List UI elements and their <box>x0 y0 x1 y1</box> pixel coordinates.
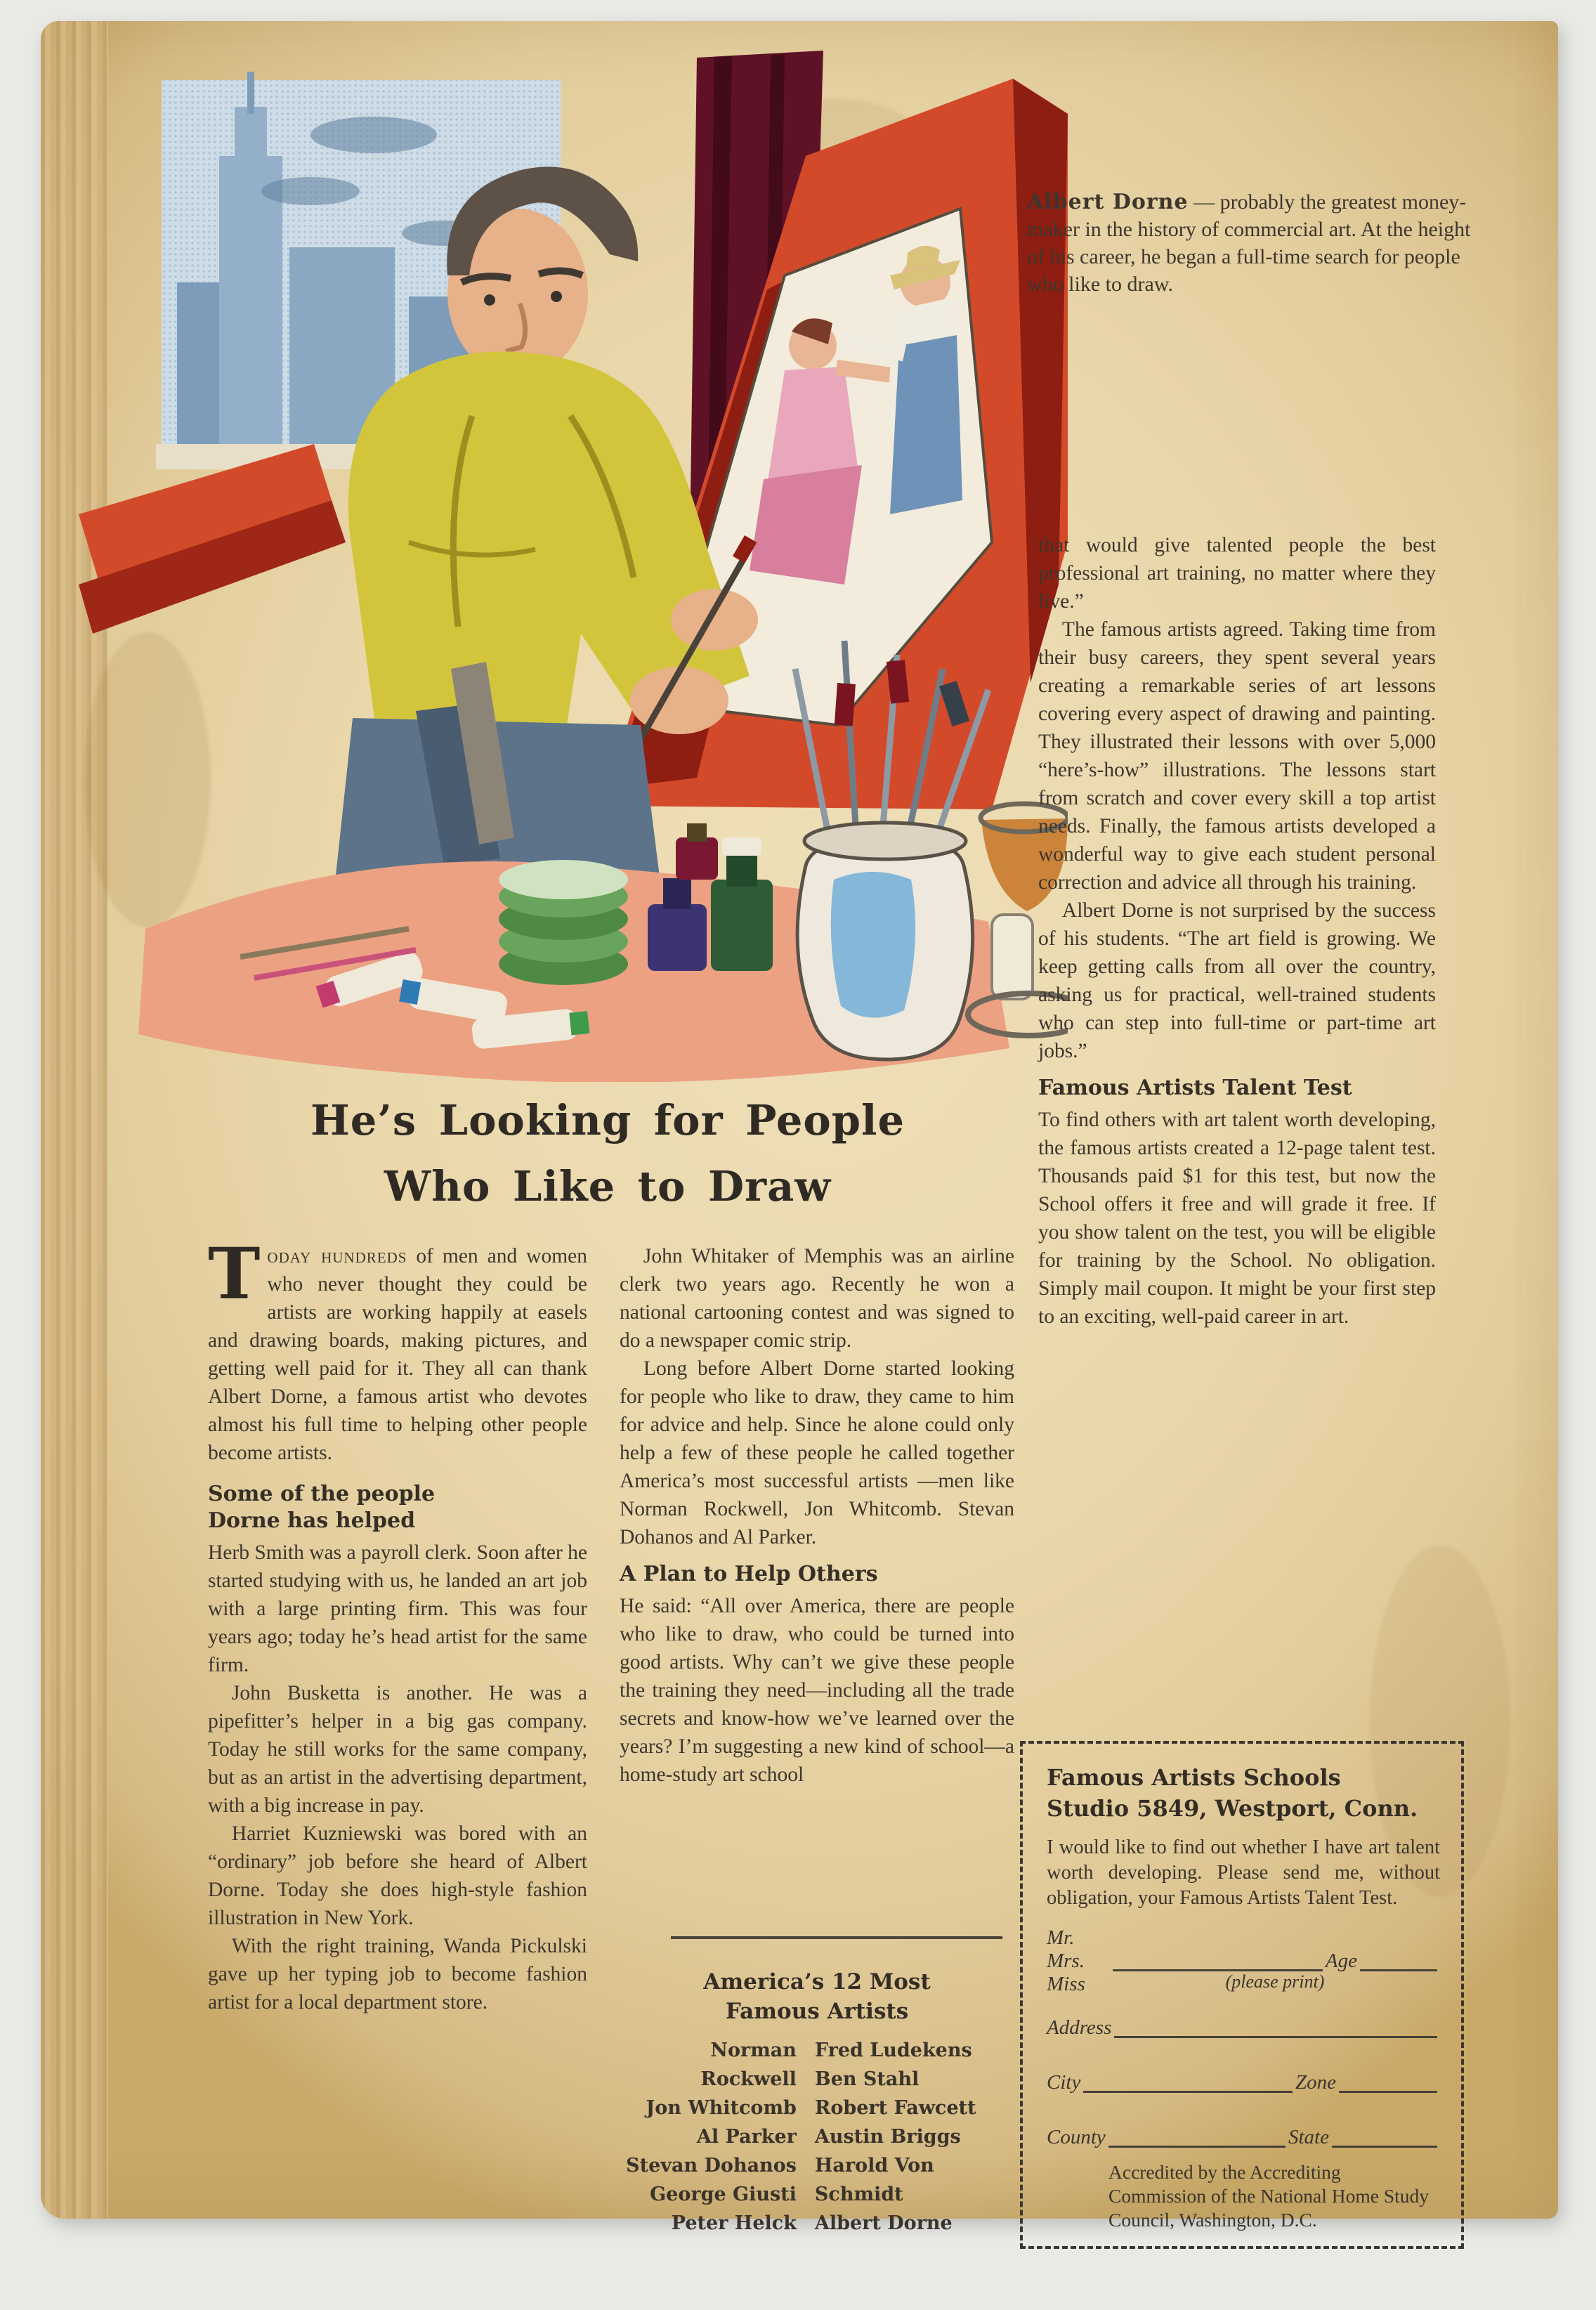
illustration-artist-at-easel <box>79 51 1068 1082</box>
fa-title-line2: Famous Artists <box>725 1999 909 2024</box>
paragraph: John Busketta is another. He was a pipefitter’s helper in a big gas company. Today he still works for the same company, but as an artist in the advertising department, with a big increase in pay. <box>208 1682 587 1817</box>
paragraph: John Whitaker of Memphis was an airline clerk two years ago. Recently he won a national cartooning contest and was signed to do a newspaper comic strip. <box>620 1245 1014 1352</box>
county-label: County <box>1047 2126 1106 2148</box>
mail-coupon <box>1020 1741 1464 2249</box>
paragraph-text: of men and women who never thought they could be artists are working happily at easels and drawing boards, making pictures, and getting well paid for it. They all can thank Albert Dorne, a famous artist who devotes almost his full time to helping other people become artists. <box>208 1245 587 1464</box>
address-row <box>1047 1996 1440 2038</box>
artist-name: Stevan Dohanos <box>626 2155 797 2177</box>
artist-name: Robert Fawcett <box>814 2097 976 2119</box>
paint-tins <box>499 860 628 985</box>
please-print-note: (please print) <box>1225 1971 1325 1992</box>
paragraph: The famous artists agreed. Taking time from their busy careers, they spent several years creating a remarkable series of art lessons covering every aspect of drawing and painting. They illustrated their lessons with over 5,000 “here’s-how” illustrations. The lessons start from scratch and cover every skill a top artist needs. Finally, the famous artists developed a wonderful way to give each student personal correction and advice all through his training. <box>1038 618 1436 894</box>
right-column <box>1038 531 1436 1331</box>
famous-artists-title <box>620 1967 1014 2026</box>
artist-hand <box>671 589 758 651</box>
paragraph: that would give talented people the best professional art training, no matter where they live.” <box>1038 534 1436 613</box>
coupon-org <box>1047 1762 1440 1824</box>
zone-label: Zone <box>1295 2071 1336 2094</box>
coupon-org-line1: Famous Artists Schools <box>1047 1764 1341 1791</box>
salutation-miss: Miss <box>1047 1973 1085 1995</box>
fa-names-right <box>815 2036 1014 2238</box>
salutation-labels <box>1047 1926 1110 1996</box>
zone-field <box>1339 2091 1437 2093</box>
intro-lead-name: Albert Dorne <box>1027 190 1189 214</box>
paragraph: With the right training, Wanda Pickulski gave up her typing job to become fashion artist for a local department store. <box>208 1935 587 2014</box>
paragraph: Herb Smith was a payroll clerk. Soon after he started studying with us, he landed an art job with a large printing firm. This was four years ago; today he’s head artist for the same firm. <box>208 1541 587 1676</box>
paragraph: Albert Dorne is not surprised by the success of his students. “The art field is growing. We keep getting calls from all over the country, asking us for practical, well-trained students who can step into full-time or part-time art jobs.” <box>1038 899 1436 1062</box>
city-label: City <box>1047 2071 1081 2094</box>
left-column <box>208 1232 587 2016</box>
headline-line1: He’s Looking for People <box>310 1096 905 1144</box>
age-label: Age <box>1325 1950 1357 1972</box>
fa-names-left <box>620 2036 797 2238</box>
artist-name: Jon Whitcomb <box>646 2097 797 2119</box>
artist-name: Peter Helck <box>671 2212 797 2234</box>
drop-cap: T <box>208 1232 261 1315</box>
headline-line2: Who Like to Draw <box>384 1162 832 1211</box>
paragraph <box>208 1232 587 1467</box>
county-row <box>1047 2093 1440 2148</box>
subhead-talent-test: Famous Artists Talent Test <box>1038 1076 1352 1100</box>
city-row <box>1047 2038 1440 2093</box>
age-field <box>1360 1969 1437 1971</box>
artist-name: George Giusti <box>650 2184 797 2205</box>
artist-name: Harold Von Schmidt <box>814 2155 934 2205</box>
artist-name: Fred Ludekens <box>814 2040 972 2061</box>
accreditation-note: Accredited by the Accrediting Commission of the National Home Study Council, Washington, D.C. <box>1108 2161 1430 2231</box>
artist-name: Norman Rockwell <box>700 2040 797 2090</box>
artist-name: Austin Briggs <box>814 2126 961 2148</box>
fa-title-line1: America’s 12 Most <box>703 1969 931 1995</box>
state-field <box>1332 2146 1437 2148</box>
intro-lead-rest: — probably the greatest money-maker in the history of commercial art. At the height of his career, he began a full-time search for people who like to draw. <box>1027 190 1471 296</box>
salutation-mr: Mr. <box>1047 1926 1075 1949</box>
headline <box>193 1088 1022 1220</box>
intro-caption <box>1027 188 1474 298</box>
middle-column <box>620 1242 1014 1789</box>
lead-smallcaps: oday hundreds <box>267 1245 407 1267</box>
city-field <box>1083 2091 1293 2093</box>
address-field <box>1114 2036 1437 2038</box>
coupon-form <box>1047 1926 1440 2232</box>
subhead-line2: Dorne has helped <box>208 1508 416 1533</box>
artist-head <box>447 167 638 381</box>
paragraph: Harriet Kuzniewski was bored with an “ordinary” job before she heard of Albert Dorne. Today she does high-style fashion illustration in New York. <box>208 1822 587 1929</box>
artist-name: Al Parker <box>696 2126 797 2148</box>
paragraph: To find others with art talent worth developing, the famous artists created a 12-page talent test. Thousands paid $1 for this test, but now the School offers it free and will grade it free. If you show talent on the test, you will be eligible for training by the School. No obligation. Simply mail coupon. It might be your first step to an exciting, well-paid career in art. <box>1038 1109 1436 1328</box>
paragraph: Long before Albert Dorne started looking for people who like to draw, they came to him for advice and help. Since he alone could only help a few of these people he called together America’s most successful artists —men like Norman Rockwell, Jon Whitcomb. Stevan Dohanos and Al Parker. <box>620 1357 1014 1548</box>
artist-name: Ben Stahl <box>814 2068 920 2090</box>
state-label: State <box>1288 2126 1329 2148</box>
famous-artists-list <box>620 1967 1014 2238</box>
subhead-line1: Some of the people <box>208 1482 436 1506</box>
coupon-body: I would like to find out whether I have art talent worth developing. Please send me, without obligation, your Famous Artists Talent Test. <box>1047 1836 1440 1909</box>
subhead-people-helped <box>208 1481 587 1534</box>
subhead-plan-to-help: A Plan to Help Others <box>620 1562 878 1586</box>
artist-name: Albert Dorne <box>814 2212 953 2234</box>
paragraph: He said: “All over America, there are people who like to draw, who could be turned into good artists. Why can’t we give these people the training they need—including all the trade secrets and know-how we’ve learned over the years? I’m suggesting a new kind of school—a home-study art school <box>620 1595 1014 1786</box>
section-divider <box>671 1936 1002 1939</box>
salutation-mrs: Mrs. <box>1047 1950 1085 1972</box>
coupon-org-line2: Studio 5849, Westport, Conn. <box>1047 1795 1418 1822</box>
county-field <box>1108 2146 1286 2148</box>
address-label: Address <box>1047 2016 1112 2039</box>
